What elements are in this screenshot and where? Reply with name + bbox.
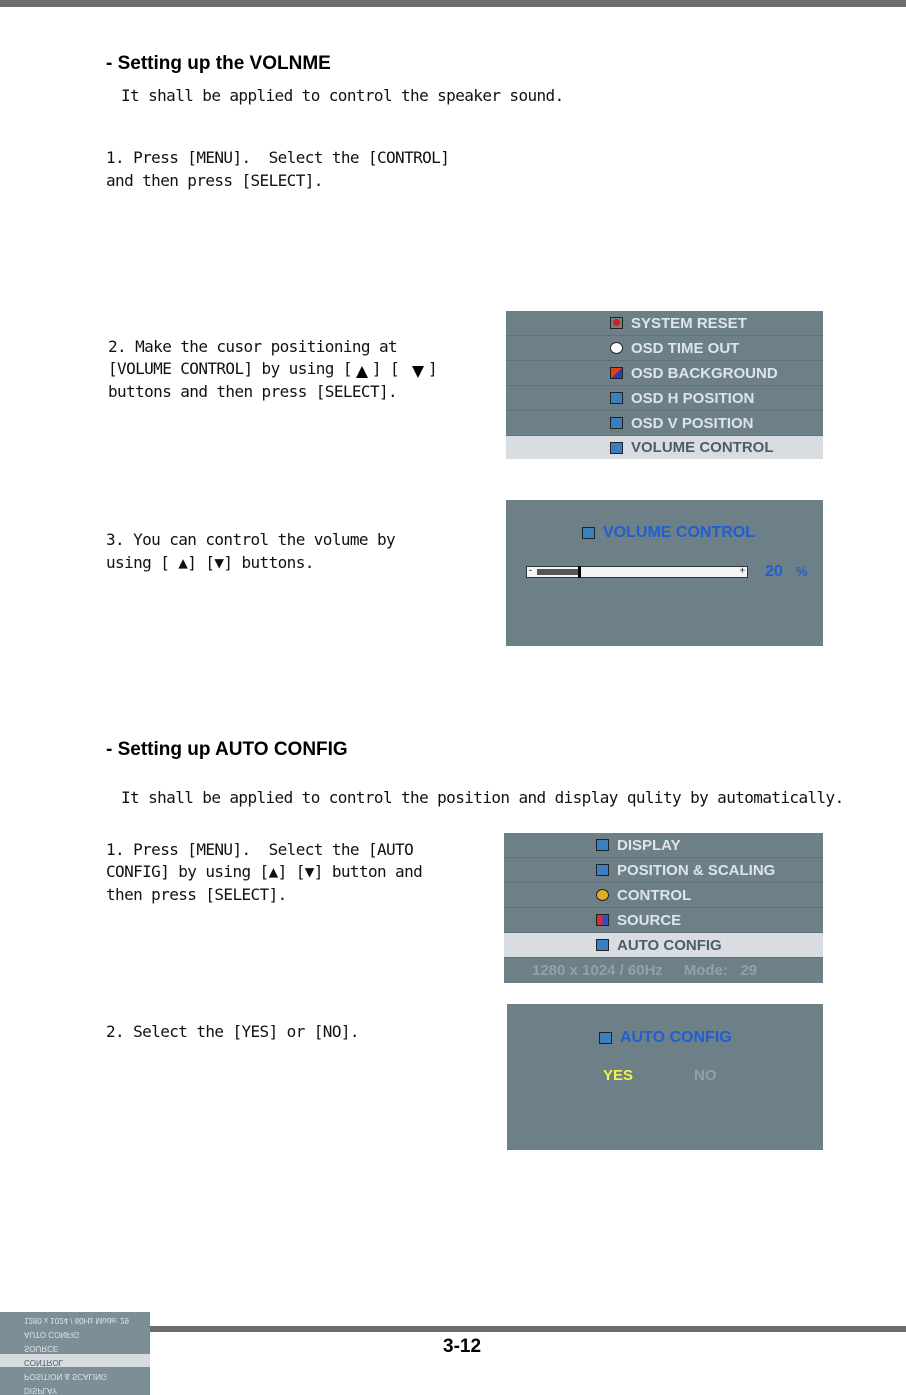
menu-item-osd-h-position[interactable]: OSD H POSITION: [506, 386, 823, 411]
menu-item-control[interactable]: CONTROL: [504, 883, 823, 908]
menu-thumbnail-image: 1280 x 1024 / 60Hz Mode: 29 AUTO CONFIG SOURCE CONTROL POSITION & SCALING DISPLAY: [0, 1312, 150, 1395]
section-heading-auto-config: - Setting up AUTO CONFIG: [106, 739, 348, 760]
auto-config-icon: [596, 939, 609, 951]
auto-config-osd: [507, 1004, 823, 1150]
volume-step1-line2: and then press [SELECT].: [106, 171, 323, 190]
auto-step1-line3: then press [SELECT].: [106, 885, 287, 904]
auto-step1-line1: 1. Press [MENU]. Select the [AUTO: [106, 840, 414, 859]
menu-item-volume-control[interactable]: VOLUME CONTROL: [506, 436, 823, 459]
menu-item-system-reset[interactable]: SYSTEM RESET: [506, 311, 823, 336]
resolution-status: 1280 x 1024 / 60Hz Mode: 29: [532, 961, 758, 979]
volume-value: 20: [765, 563, 783, 580]
menu-item-source[interactable]: SOURCE: [504, 908, 823, 933]
volume-slider[interactable]: [526, 566, 748, 578]
page-number: 3-12: [443, 1336, 482, 1357]
volume-icon: [582, 527, 595, 539]
volume-step1-line1: 1. Press [MENU]. Select the [CONTROL]: [106, 148, 450, 167]
menu-item-osd-v-position[interactable]: OSD V POSITION: [506, 411, 823, 436]
auto-config-osd-title: AUTO CONFIG: [620, 1029, 732, 1046]
source-icon: [596, 914, 609, 926]
menu-item-auto-config[interactable]: AUTO CONFIG: [504, 933, 823, 958]
section-heading-volume: - Setting up the VOLNME: [106, 53, 331, 74]
slider-plus: +: [739, 565, 745, 575]
system-reset-icon: [610, 317, 623, 329]
menu-item-osd-time-out[interactable]: OSD TIME OUT: [506, 336, 823, 361]
down-triangle-icon: [412, 366, 424, 378]
volume-step3-line2: using [ ▲] [▼] buttons.: [106, 553, 314, 572]
v-position-icon: [610, 417, 623, 429]
volume-slider-handle[interactable]: [578, 566, 581, 578]
slider-minus: -: [529, 565, 532, 575]
auto-step2: 2. Select the [YES] or [NO].: [106, 1022, 359, 1041]
volume-step2-line3: buttons and then press [SELECT].: [108, 382, 398, 401]
auto-config-icon: [599, 1032, 612, 1044]
h-position-icon: [610, 392, 623, 404]
auto-step1-line2: CONFIG] by using [▲] [▼] button and: [106, 862, 423, 881]
volume-step2-line1: 2. Make the cusor positioning at: [108, 337, 398, 356]
volume-osd-title: VOLUME CONTROL: [603, 524, 755, 541]
volume-icon: [610, 442, 623, 454]
menu-item-position-scaling[interactable]: POSITION & SCALING: [504, 858, 823, 883]
background-icon: [610, 367, 623, 379]
yes-option[interactable]: YES: [603, 1067, 634, 1084]
auto-config-osd-title-row: [599, 1029, 732, 1047]
bottom-rule: [150, 1326, 906, 1332]
display-icon: [596, 839, 609, 851]
volume-slider-fill: [537, 569, 578, 575]
top-rule: [0, 0, 906, 7]
auto-config-intro: It shall be applied to control the position and display qulity by automatically.: [121, 788, 844, 807]
no-option[interactable]: NO: [694, 1067, 717, 1084]
volume-step2-line2: [VOLUME CONTROL] by using [ ] [ ]: [108, 359, 438, 378]
main-menu-osd: [504, 833, 823, 983]
volume-osd-title-row: [582, 524, 755, 542]
menu-item-display[interactable]: DISPLAY: [504, 833, 823, 858]
clock-icon: [610, 342, 623, 354]
volume-step3-line1: 3. You can control the volume by: [106, 530, 396, 549]
position-scaling-icon: [596, 864, 609, 876]
volume-control-osd: [506, 500, 823, 646]
up-triangle-icon: [356, 366, 368, 378]
volume-intro: It shall be applied to control the speaker sound.: [121, 86, 564, 105]
control-submenu-osd: [506, 311, 823, 459]
control-icon: [596, 889, 609, 901]
volume-unit: %: [796, 564, 808, 579]
menu-item-osd-background[interactable]: OSD BACKGROUND: [506, 361, 823, 386]
